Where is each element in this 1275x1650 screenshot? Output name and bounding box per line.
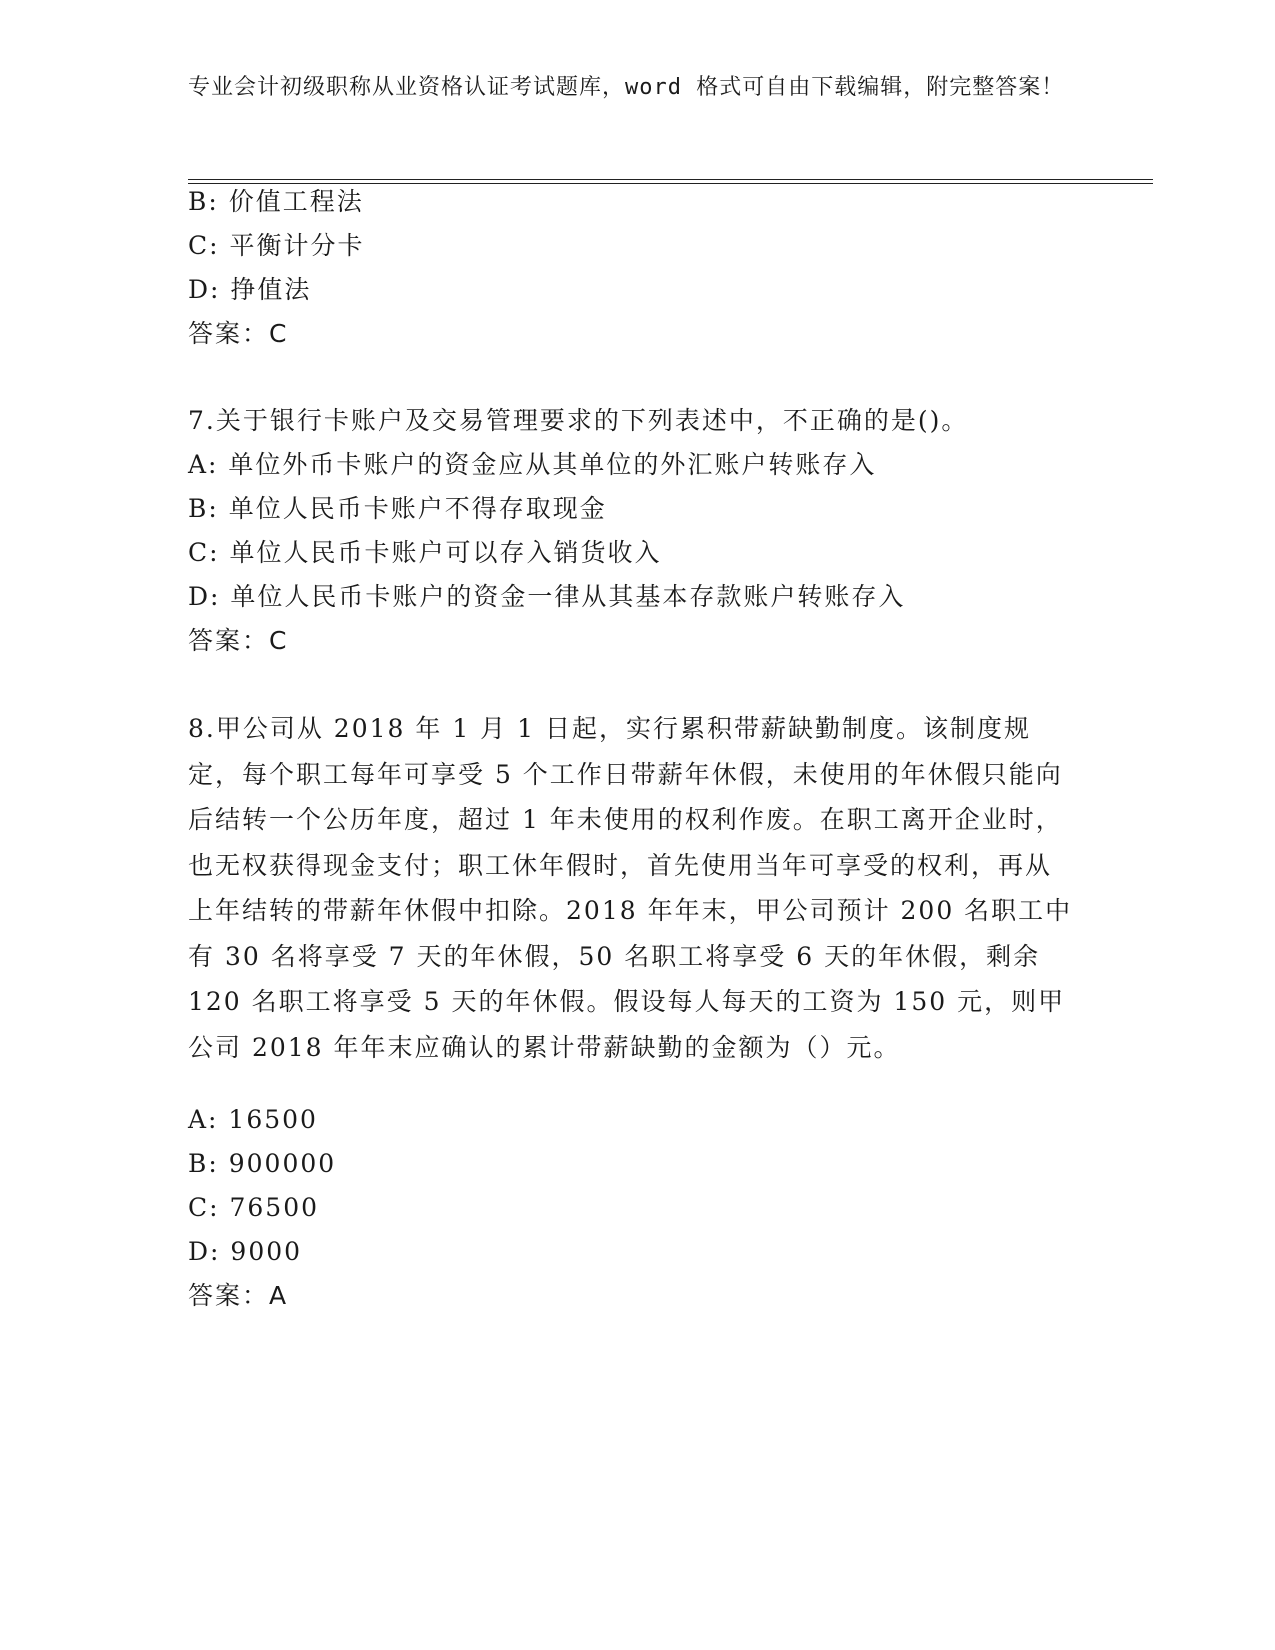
q6-option-c: C: 平衡计分卡 — [188, 231, 365, 260]
q8-option-c: C: 76500 — [188, 1193, 320, 1222]
header-divider-bottom — [188, 183, 1153, 184]
q7-option-c: C: 单位人民币卡账户可以存入销货收入 — [188, 538, 662, 567]
q6-option-b: B: 价值工程法 — [188, 187, 364, 216]
header-divider-top — [188, 179, 1153, 180]
q6-answer: 答案：C — [188, 319, 289, 348]
q8-option-d: D: 9000 — [188, 1237, 303, 1266]
q8-answer: 答案：A — [188, 1281, 289, 1310]
q8-stem: 8.甲公司从 2018 年 1 月 1 日起，实行累积带薪缺勤制度。该制度规定，每个职工每年可享受 5 个工作日带薪年休假，未使用的年休假只能向后结转一个公历年度，超过 1 年未使用的权利作废。在职工离开企业时，也无权获得现金支付；职工休年假时，首先使用当年可享受的权利，再从上年结转的带薪年休假中扣除。2018 年年末，甲公司预计 200 名职工中有 30 名将享受 7 天的年休假，50 名职工将享受 6 天的年休假，剩余 120 名职工将享受 5 天的年休假。假设每人每天的工资为 150 元，则甲公司 2018 年年末应确认的累计带薪缺勤的金额为（）元。 — [188, 714, 1073, 1062]
q7-option-d: D: 单位人民币卡账户的资金一律从其基本存款账户转账存入 — [188, 582, 906, 611]
q7-answer: 答案：C — [188, 626, 289, 655]
page-header: 专业会计初级职称从业资格认证考试题库，word 格式可自由下载编辑，附完整答案！ — [188, 75, 1065, 100]
q7-stem: 7.关于银行卡账户及交易管理要求的下列表述中，不正确的是()。 — [188, 406, 969, 435]
q7-option-a: A: 单位外币卡账户的资金应从其单位的外汇账户转账存入 — [188, 450, 877, 479]
q7-option-b: B: 单位人民币卡账户不得存取现金 — [188, 494, 607, 523]
q8-option-b: B: 900000 — [188, 1149, 337, 1178]
q6-option-d: D: 挣值法 — [188, 275, 312, 304]
q8-option-a: A: 16500 — [188, 1105, 318, 1134]
